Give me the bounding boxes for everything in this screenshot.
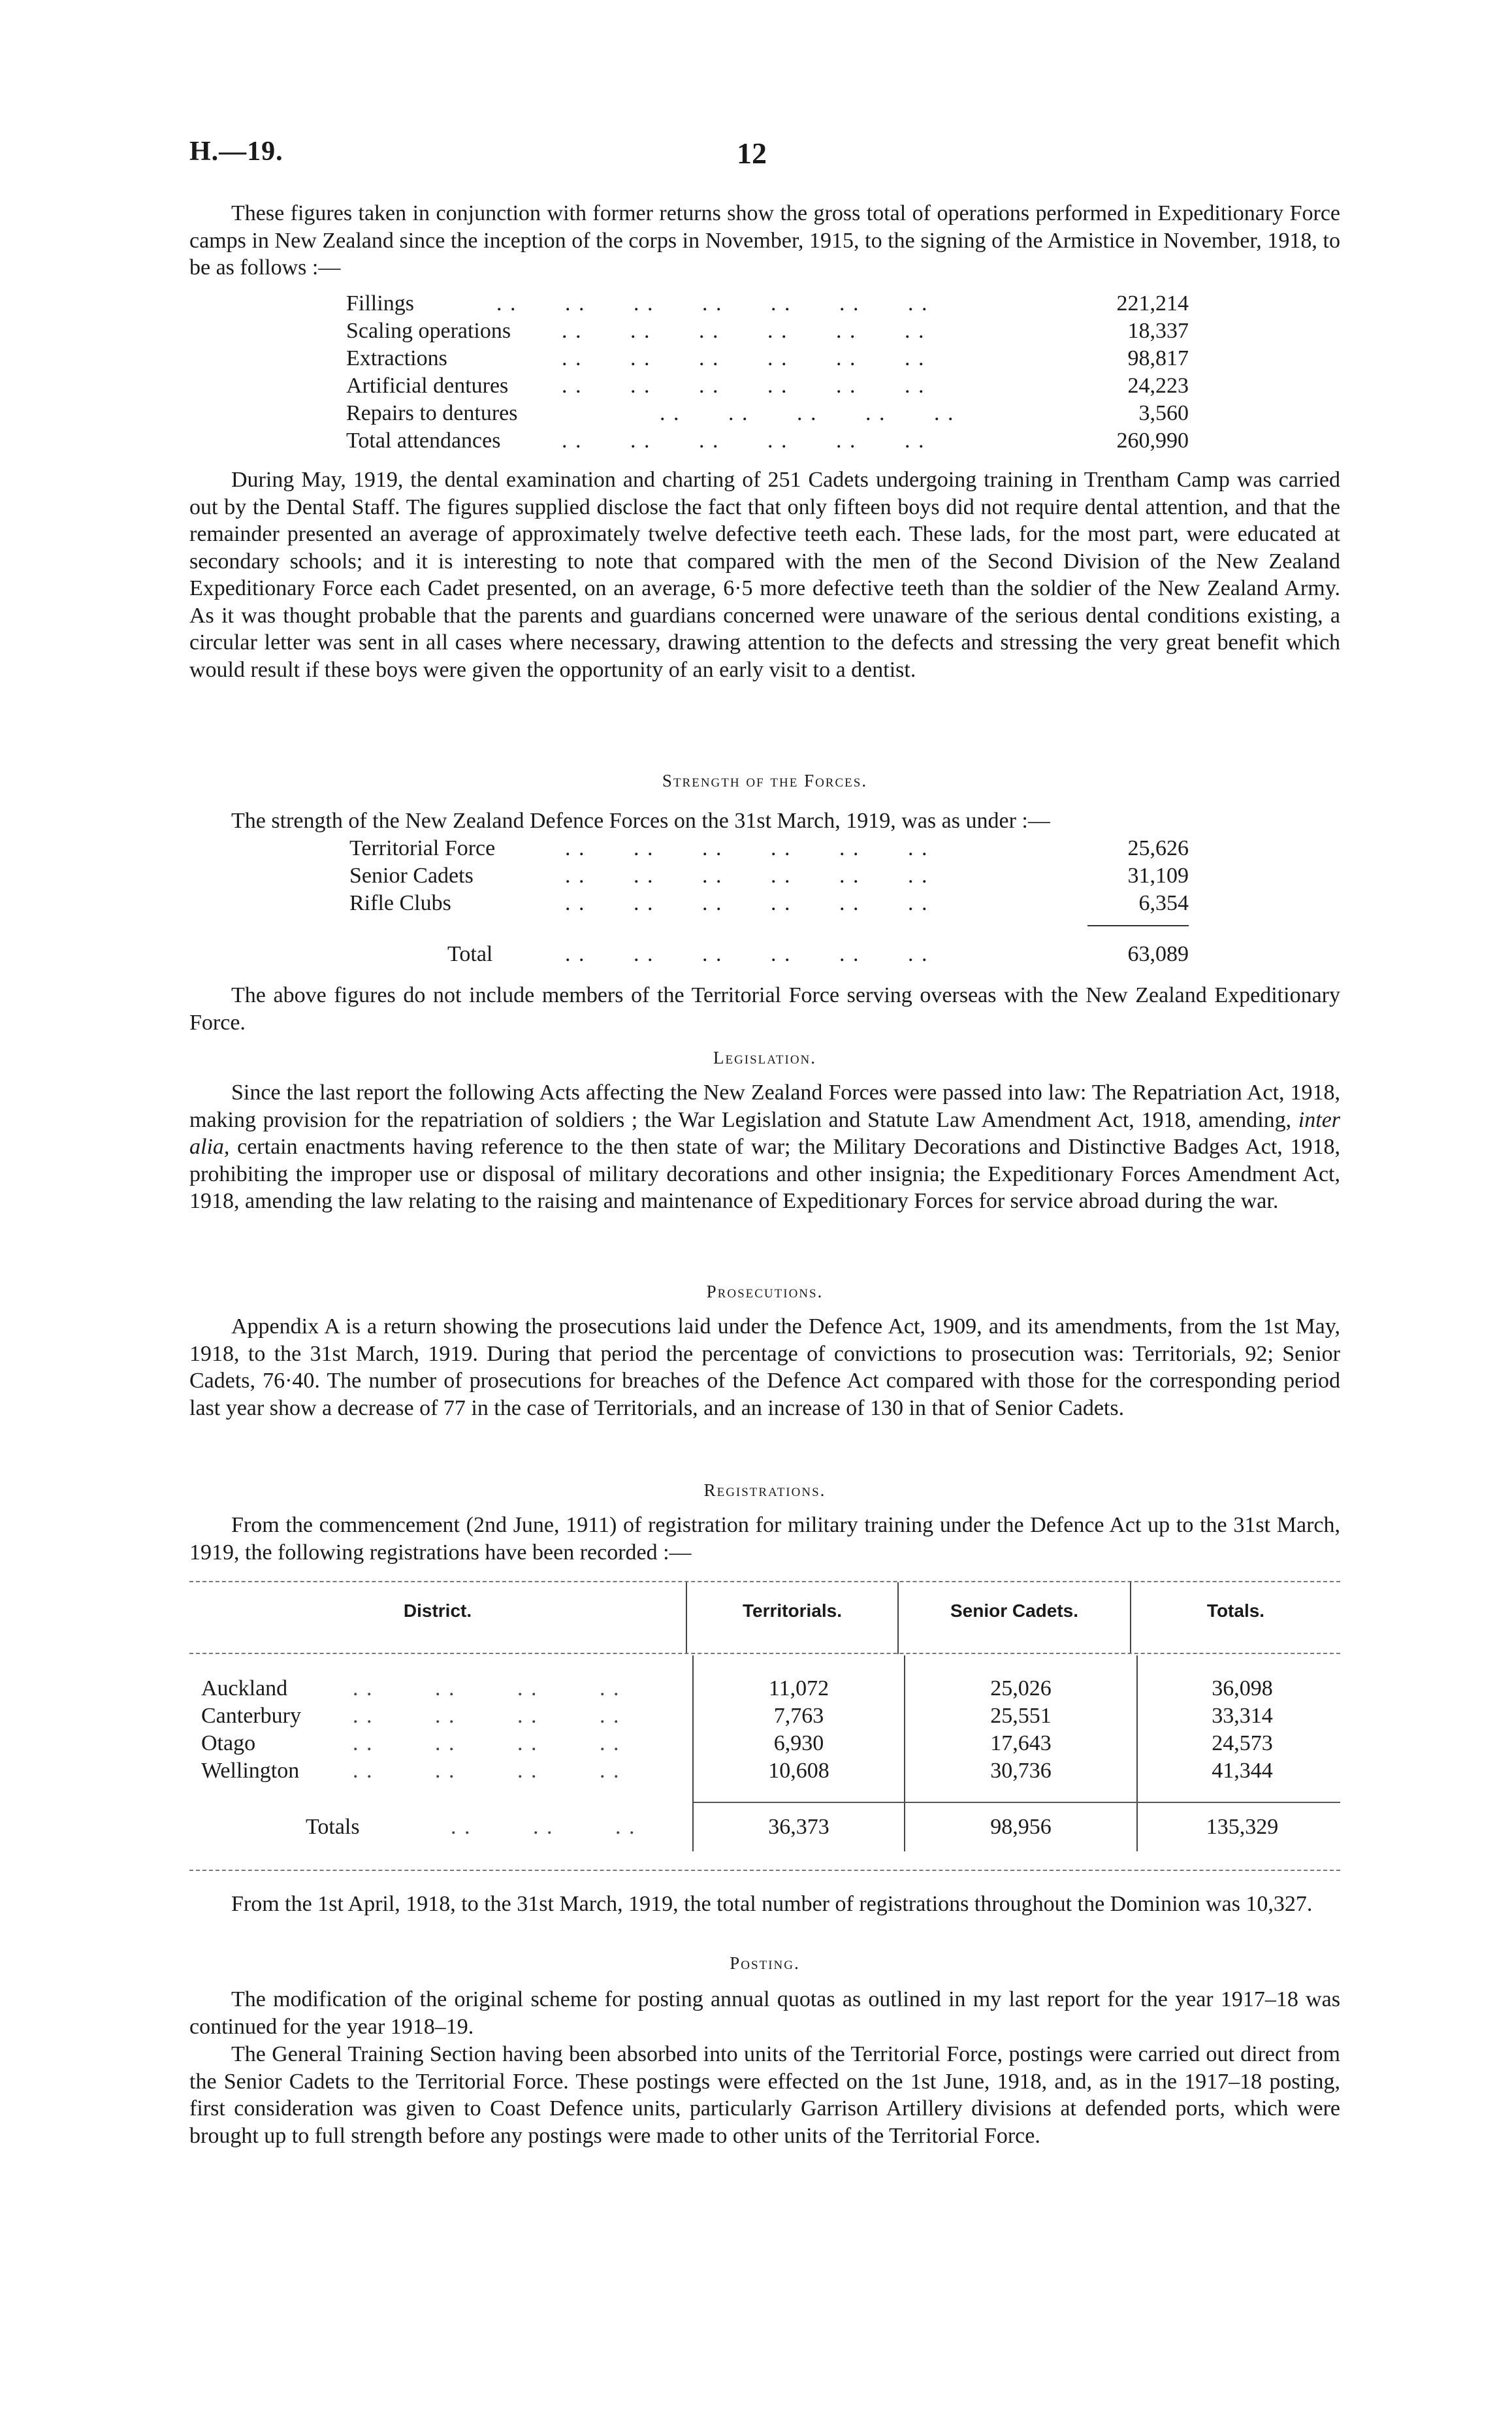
operations-label: Total attendances xyxy=(346,429,501,453)
territorials-value: 11,072 xyxy=(768,1676,829,1700)
strength-label: Territorial Force xyxy=(349,836,496,860)
prosecutions-paragraph: Appendix A is a return showing the prosecutions laid under the Defence Act, 1909, and its amendments, from the 1st May, 1918, to the 31st March, 1919. During that period the percentage of convictions to prosecution was: Territorials, 92; Senior Cadets, 76·40. The number of prosecutions for breaches of the Defence Act compared with those for the corresponding period last year show a decrease of 77 in the case of Territorials, and an increase of 130 in that of Senior Cadets. xyxy=(189,1314,1340,1420)
operations-value: 3,560 xyxy=(1138,401,1189,425)
totals-label: Totals xyxy=(306,1815,360,1839)
operations-value: 18,337 xyxy=(1127,319,1189,343)
strength-note: The above figures do not include members of the Territorial Force serving overseas with the New Zealand Expeditionary Force. xyxy=(189,983,1340,1035)
operations-row: Artificial dentures . . . . . . . . . . . . 24,223 xyxy=(346,374,1189,398)
legislation-heading: Legislation. xyxy=(713,1048,817,1067)
strength-value: 31,109 xyxy=(1127,864,1189,888)
page-number: 12 xyxy=(737,137,767,170)
district-name: Canterbury xyxy=(201,1704,301,1728)
strength-label: Senior Cadets xyxy=(349,864,474,888)
column-header-totals: Totals. xyxy=(1206,1601,1265,1621)
totals-value: 24,573 xyxy=(1212,1731,1273,1755)
operations-row: Total attendances . . . . . . . . . . . . 260,990 xyxy=(346,429,1189,453)
territorials-value: 10,608 xyxy=(768,1759,829,1783)
operations-value: 260,990 xyxy=(1116,429,1189,453)
operations-value: 221,214 xyxy=(1116,291,1189,316)
column-header-district: District. xyxy=(403,1601,472,1621)
document-reference: H.—19. xyxy=(189,137,283,167)
operations-value: 24,223 xyxy=(1127,374,1189,398)
strength-value: 25,626 xyxy=(1127,836,1189,860)
district-name: Otago xyxy=(201,1731,256,1755)
totals-value: 41,344 xyxy=(1212,1759,1273,1783)
strength-total-row: Total . . . . . . . . . . . . 63,089 xyxy=(447,942,1189,966)
strength-intro: The strength of the New Zealand Defence Forces on the 31st March, 1919, was as under :— xyxy=(231,809,1050,833)
registrations-heading: Registrations. xyxy=(703,1480,826,1500)
operations-row: Fillings . . . . . . . . . . . . . . 221,214 xyxy=(346,291,1189,316)
operations-value: 98,817 xyxy=(1127,346,1189,370)
legislation-text-before: Since the last report the following Acts affecting the New Zealand Forces were passed into law: The Repatriation Act, 1918, making provision for the repatriation of soldiers ; the War Legislation and Statute Law Amendment Act, 1918, amending, xyxy=(189,1081,1340,1132)
territorials-value: 7,763 xyxy=(773,1704,824,1728)
cadets-total: 98,956 xyxy=(990,1815,1052,1839)
operations-label: Artificial dentures xyxy=(346,374,509,398)
strength-heading: Strength of the Forces. xyxy=(662,771,868,790)
cadets-value: 25,026 xyxy=(990,1676,1052,1700)
territorials-value: 6,930 xyxy=(773,1731,824,1755)
cadets-value: 17,643 xyxy=(990,1731,1052,1755)
strength-label: Rifle Clubs xyxy=(349,891,451,915)
cadets-dental-paragraph: During May, 1919, the dental examination and charting of 251 Cadets undergoing training in Trentham Camp was carried out by the Dental Staff. The figures supplied disclose the fact that only fifteen boys did not require dental attention, and that the remainder presented an average of approximately twelve defective teeth each. These lads, for the most part, were educated at secondary schools; and it is interesting to note that compared with the men of the Second Division of the New Zealand Expeditionary Force each Cadet presented, on an average, 6·5 more defective teeth than the soldier of the New Zealand Army. As it was thought probable that the parents and guardians concerned were unaware of the serious dental conditions existing, a circular letter was sent in all cases where necessary, drawing attention to the defects and stressing the very great benefit which would result if these boys were given the opportunity of an early visit to a dentist. xyxy=(189,468,1340,682)
operations-label: Fillings xyxy=(346,291,414,316)
column-header-territorials: Territorials. xyxy=(743,1601,842,1621)
cadets-value: 25,551 xyxy=(990,1704,1052,1728)
registrations-after: From the 1st April, 1918, to the 31st March, 1919, the total number of registrations throughout the Dominion was 10,327. xyxy=(231,1892,1313,1916)
cadets-value: 30,736 xyxy=(990,1759,1052,1783)
strength-row: Rifle Clubs . . . . . . . . . . . . 6,354 xyxy=(349,891,1189,915)
posting-paragraph-1: The modification of the original scheme for posting annual quotas as outlined in my last report for the year 1917–18 was continued for the year 1918–19. xyxy=(189,1987,1340,2039)
strength-total-value: 63,089 xyxy=(1127,942,1189,966)
posting-heading: Posting. xyxy=(730,1953,800,1973)
intro-paragraph: These figures taken in conjunction with former returns show the gross total of operations performed in Expeditionary Force camps in New Zealand since the inception of the corps in November, 1915, to the signing of the Armistice in November, 1918, to be as follows :— xyxy=(189,201,1340,280)
total-rule xyxy=(1087,925,1189,926)
strength-total-label: Total xyxy=(447,942,493,966)
posting-paragraph-2: The General Training Section having been absorbed into units of the Territorial Force, postings were carried out direct from the Senior Cadets to the Territorial Force. These postings were effected on the 1st June, 1918, and, as in the 1917–18 posting, first consideration was given to Coast Defence units, particularly Garrison Artillery divisions at defended ports, which were brought up to full strength before any postings were made to other units of the Territorial Force. xyxy=(189,2042,1340,2148)
operations-label: Repairs to dentures xyxy=(346,401,518,425)
registrations-intro: From the commencement (2nd June, 1911) of registration for military training under the Defence Act up to the 31st March, 1919, the following registrations have been recorded :— xyxy=(189,1513,1340,1565)
operations-row: Scaling operations . . . . . . . . . . . . 18,337 xyxy=(346,319,1189,343)
operations-row: Extractions . . . . . . . . . . . . 98,817 xyxy=(346,346,1189,370)
document-page: H.—19. 12 These figures taken in conjunction with former returns show the gross total of operations performed in Expeditionary Force camps in New Zealand since the inception of the corps in November, 1915, to the signing of the Armistice in November, 1918, to be as follows :— Fillings . . . . . . . . . . . . . . 221,214 Scaling operations . . . . . . . . . . . . 18,337 Extractions . . . . . . . . . . . . 98,817 Artificial dentures . . . . . . . . . . . . 24,223 Repairs to dentures . . . . . . . . . . 3,560 Total attendances . . . . . . . . . . . . 260,990 During May, 1919, the dental examination and charting of 251 Cadets undergoing training in Trentham Camp was carried out by the Dental Staff. The figures supplied disclose the fact that only fifteen boys did not require dental attention, and that the remainder presented an average of approximately twelve defective teeth each. These lads, for the most part, were educated at secondary schools; and it is interesting to note that compared with the men of the Second Division of the New Zealand Expeditionary Force each Cadet presented, on an average, 6·5 more defective teeth than the soldier of the New Zealand Army. As it was thought probable that the parents and guardians concerned were unaware of the serious dental conditions existing, a circular letter was sent in all cases where necessary, drawing attention to the defects and stressing the very great benefit which would result if these boys were given the opportunity of an early visit to a dentist. Strength of the Forces. The strength of the New Zealand Defence Forces on the 31st March, 1919, was as under :— Territorial Force . . . . . . . . . . . . 25,626 Senior Cadets . . . . . . . . . . . . 31,109 Rifle Clubs . . . . . . . . . . . . 6,354 Total . . . . . . . . . . . . 63,089 The above figures do not include members of the Territorial Force serving overseas with the New Zealand Expeditionary Force. Legislation. Since the last report the following Acts affecting the New Zealand Forces were passed into law: The Repatriation Act, 1918, making provision for the repatriation of soldiers ; the War Legislation and Statute Law Amendment Act, 1918, amending, inter alia, certain enactments having reference to the then state of war; the Military Decorations and Distinctive Badges Act, 1918, prohibiting the improper use or disposal of military decorations and other insignia; the Expeditionary Forces Amendment Act, 1918, amending the law relating to the raising and maintenance of Expeditionary Forces for service abroad during the war. Prosecutions. Appendix A is a return showing the prosecutions laid under the Defence Act, 1909, and its amendments, from the 1st May, 1918, to the 31st March, 1919. During that period the percentage of convictions to prosecution was: Territorials, 92; Senior Cadets, 76·40. The number of prosecutions for breaches of the Defence Act compared with those for the corresponding period last year show a decrease of 77 in the case of Territorials, and an increase of 130 in that of Senior Cadets. Registrations. From the commencement (2nd June, 1911) of registration for military training under the Defence Act up to the 31st March, 1919, the following registrations have been recorded :— District. Territorials. Senior Cadets. Totals. Auckland . . . . . . . . 11,072 25,026 36,098 Canterbury . . . . . . . . 7,763 25,551 33,314 Otago . . . . . . . . 6,930 17,643 24,573 Wellington . . . . . . . . 10,608 30,736 41,344 Totals . . . . . . 36,373 98,956 135,329 From the 1st April, 1918, to the 31st March, 1919, the total number of registrations throughout the Dominion was 10,327. Posting. The modification of the original scheme for posting annual quotas as outlined in my last report for the year 1917–18 was continued for the year 1918–19. The General Training Section having been absorbed into units of the Territorial Force, postings were carried out direct from the Senior Cadets to the Territorial Force. These postings were effected on the 1st June, 1918, and, as in the 1917–18 posting, first consideration was given to Coast Defence units, particularly Garrison Artillery divisions at defended ports, which were brought up to full strength before any postings were made to other units of the Territorial Force. xyxy=(0,0,1512,2423)
prosecutions-heading: Prosecutions. xyxy=(706,1282,824,1301)
strength-row: Senior Cadets . . . . . . . . . . . . 31,109 xyxy=(349,864,1189,888)
totals-value: 36,098 xyxy=(1212,1676,1273,1700)
strength-row: Territorial Force . . . . . . . . . . . . 25,626 xyxy=(349,836,1189,860)
operations-label: Extractions xyxy=(346,346,447,370)
totals-value: 33,314 xyxy=(1212,1704,1273,1728)
grand-total: 135,329 xyxy=(1206,1815,1279,1839)
district-name: Auckland xyxy=(201,1676,288,1700)
legislation-text-after: certain enactments having reference to the then state of war; the Military Decorations and Distinctive Badges Act, 1918, prohibiting the improper use or disposal of military decorations and other insignia; the Expeditionary Forces Amendment Act, 1918, amending the law relating to the raising and maintenance of Expeditionary Forces for service abroad during the war. xyxy=(189,1135,1341,1213)
strength-value: 6,354 xyxy=(1138,891,1189,915)
column-header-senior-cadets: Senior Cadets. xyxy=(950,1601,1079,1621)
legislation-paragraph xyxy=(189,1079,1340,1215)
operations-label: Scaling operations xyxy=(346,319,511,343)
territorials-total: 36,373 xyxy=(768,1815,829,1839)
district-name: Wellington xyxy=(201,1759,300,1783)
operations-row: Repairs to dentures . . . . . . . . . . 3,560 xyxy=(346,401,1189,425)
legislation-italic: inter alia, xyxy=(189,1107,1341,1159)
